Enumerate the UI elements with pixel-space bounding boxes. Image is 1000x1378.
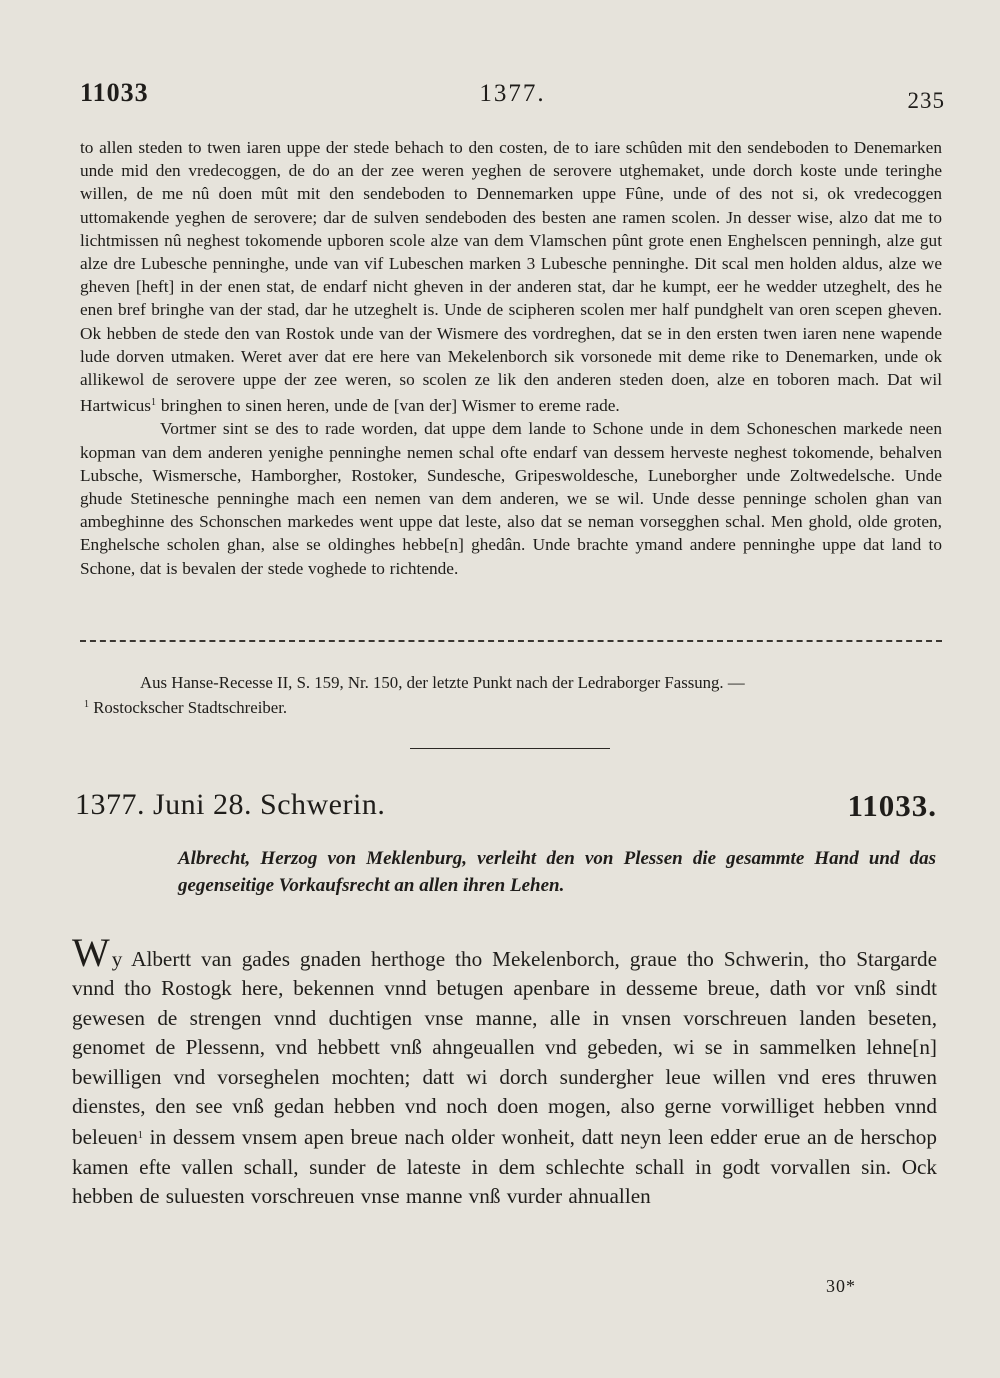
section-rule (410, 748, 610, 749)
entry-heading (75, 788, 937, 828)
footnote-1-mark: 1 (84, 699, 89, 710)
header-document-number: 11033 (80, 78, 149, 107)
footnotes (80, 672, 942, 719)
continued-paragraph-1 (80, 136, 942, 417)
paragraph-1-text: to allen steden to twen iaren uppe der stede behach to den costen, de to iare schûden mit den sendeboden to Denemarken unde mid den vredecoggen, de do an der zee weren yeghen de serovere utghemaket, unde dorch koste unde teringhe willen, de me nû doen mût mit den sendeboden to Dennemarken uppe Fûne, unde of des not si, ok vredecoggen uttomakende yeghen de serovere; dar de sulven sendeboden des besten ane ramen scolen. Jn desser wise, alzo dat me to lichtmissen nû neghest tokomende upboren scole alze van dem Vlamschen pûnt grote enen Enghelscen penningh, alze gut alze dre Lubesche penninghe, unde van vif Lubeschen marken 3 Lubesche penninghe. Dit scal men holden aldus, alze we gheven [heft] in der enen stat, de endarf nicht gheven in der anderen stat, dar he kumpt, eer he wedder utzeghelt, des he enen bref bringhe van der stad, dar he utzeghelt is. Unde de scipheren scolen mer half pundghelt van oren scepen gheven. Ok hebben de stede den van Rostok unde van der Wismere des vordreghen, dat se in den ersten twen iaren nene wapende lude dorven utmaken. Weret aver dat ere here van Mekelenborch sik vorsonede mit deme rike to Denemarken, unde ok allikewol de serovere uppe der zee weren, so scolen ze lik den anderen steden doen, alze en toboren mach. Dat wil Hartwicus (80, 138, 942, 416)
header-year: 1377. (479, 80, 546, 107)
entry-date-place: 1377. Juni 28. Schwerin. (75, 788, 386, 821)
paragraph-1-end: bringhen to sinen heren, unde de [van der] Wismer to ereme rade. (156, 396, 620, 416)
continued-text (80, 136, 942, 580)
footnote-mark: 1 (151, 397, 157, 409)
entry-number: 11033. (847, 788, 937, 823)
footnote-1-text: Rostockscher Stadtschreiber. (89, 698, 288, 717)
page-header (80, 78, 945, 112)
footnote-1 (80, 694, 942, 719)
entry-footnote-mark: 1 (137, 1130, 143, 1142)
entry-text (72, 930, 937, 1212)
dashed-separator (80, 640, 942, 642)
continued-paragraph-2: Vortmer sint se des to rade worden, dat uppe dem lande to Schone unde in dem Schoneschen markede neen kopman van dem anderen yenighe penninghe nemen schal ofte endarf van dessem herveste neghest tokomende, behalven Lubsche, Wismersche, Hamborgher, Rostoker, Sundesche, Gripeswoldesche, Luneborgher unde Zoltwedelsche. Unde ghude Stetinesche penninghe mach een nemen van dem anderen, we se wil. Unde desse penninge scholen ghan van ambeghinne des Schonschen markedes went uppe dat leste, also dat se neman vorsegghen schal. Men ghold, olde groten, Enghelsche scholen ghan, alse se oldinghes hebbe[n] ghedân. Unde brachte ymand andere penninghe uppe dat land to Schone, dat is bevalen der stede voghede to richtende. (80, 419, 942, 578)
entry-regest: Albrecht, Herzog von Meklenburg, verleiht den von Plessen die gesammte Hand und das gegenseitige Vorkaufsrecht an allen ihren Lehen. (178, 848, 936, 896)
entry-text-1: y Albertt van gades gnaden herthoge tho Mekelenborch, graue tho Schwerin, tho Stargarde vnnd tho Rostogk here, bekennen vnnd betugen apenbare in desseme breue, dath vor vnß sindt gewesen de strengen vnnd duchtigen vnse manne, alle in vnsen vorschreuen landen beseten, genomet de Plessenn, vnd hebbett vnß ahngeuallen vnd gebeden, wi se in sammelken lehne[n] bewilligen vnd vorseghelen mochten; datt wi dorch sundergher leue willen vnd eres thruwen dienstes, den see vnß gedan hebben vnd noch doen mogen, also gerne vorwilliget hebben vnnd beleuen (72, 947, 937, 1150)
footnote-source: Aus Hanse-Recesse II, S. 159, Nr. 150, der letzte Punkt nach der Ledraborger Fassung. — (140, 673, 745, 692)
initial-letter: W (72, 930, 110, 975)
signature-mark: 30* (826, 1276, 856, 1296)
header-page-number: 235 (907, 88, 945, 113)
entry-text-2: in dessem vnsem apen breue nach older wonheit, datt neyn leen edder erue an de herschop kamen efte vallen schall, sunder de lateste in dem schlechte schall in godt vorvallen sin. Ock hebben de suluesten vorschreuen vnse manne vnß vurder ahnuallen (72, 1125, 937, 1209)
entry-paragraph (72, 930, 937, 1212)
